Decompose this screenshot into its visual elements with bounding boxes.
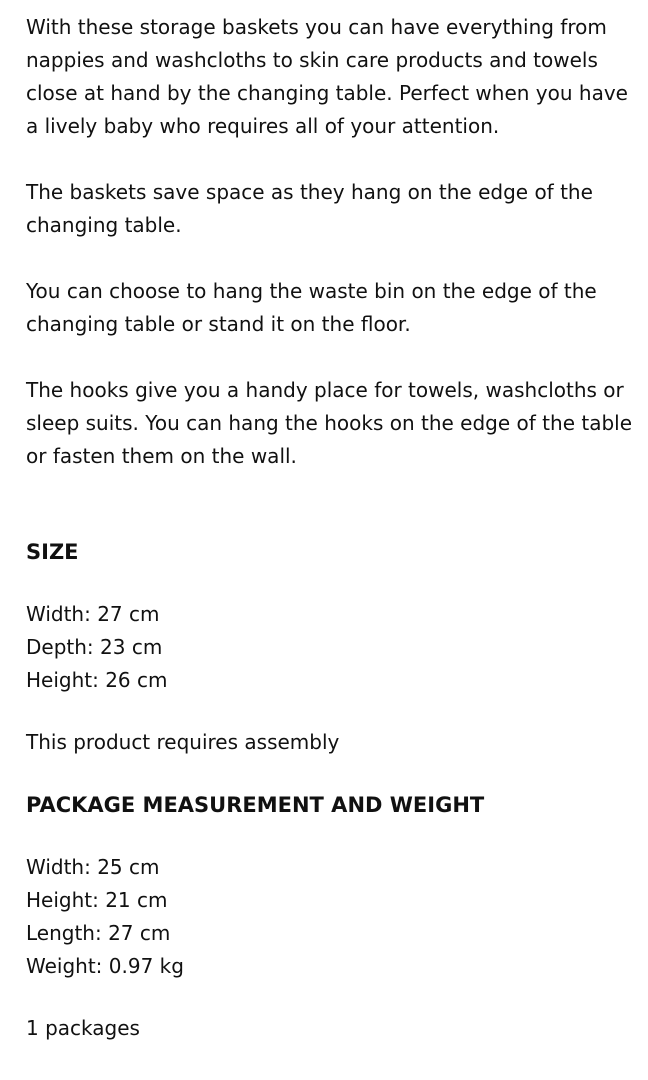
description-paragraph-hooks: The hooks give you a handy place for towels, washcloths or sleep suits. You can hang the hooks on the edge of the table or fasten them on the wall.	[26, 378, 633, 468]
description-paragraph-space: The baskets save space as they hang on the edge of the changing table.	[26, 180, 593, 237]
size-width: Width: 27 cm	[26, 602, 160, 626]
package-length: Length: 27 cm	[26, 921, 171, 945]
assembly-note: This product requires assembly	[26, 730, 340, 754]
package-weight: Weight: 0.97 kg	[26, 954, 184, 978]
package-width: Width: 25 cm	[26, 855, 160, 879]
package-height: Height: 21 cm	[26, 888, 168, 912]
size-depth: Depth: 23 cm	[26, 635, 163, 659]
size-height: Height: 26 cm	[26, 668, 168, 692]
description-paragraph-waste-bin: You can choose to hang the waste bin on the edge of the changing table or stand it on the floor.	[26, 279, 597, 336]
package-spec-list	[26, 851, 648, 983]
product-description	[26, 11, 648, 473]
size-spec-list	[26, 598, 648, 697]
package-heading: PACKAGE MEASUREMENT AND WEIGHT	[26, 793, 485, 817]
description-paragraph-baskets: With these storage baskets you can have everything from nappies and washcloths to skin care products and towels close at hand by the changing table. Perfect when you have a lively baby who requires all of your attention.	[26, 15, 628, 138]
size-heading: SIZE	[26, 540, 79, 564]
package-count: 1 packages	[26, 1016, 140, 1040]
